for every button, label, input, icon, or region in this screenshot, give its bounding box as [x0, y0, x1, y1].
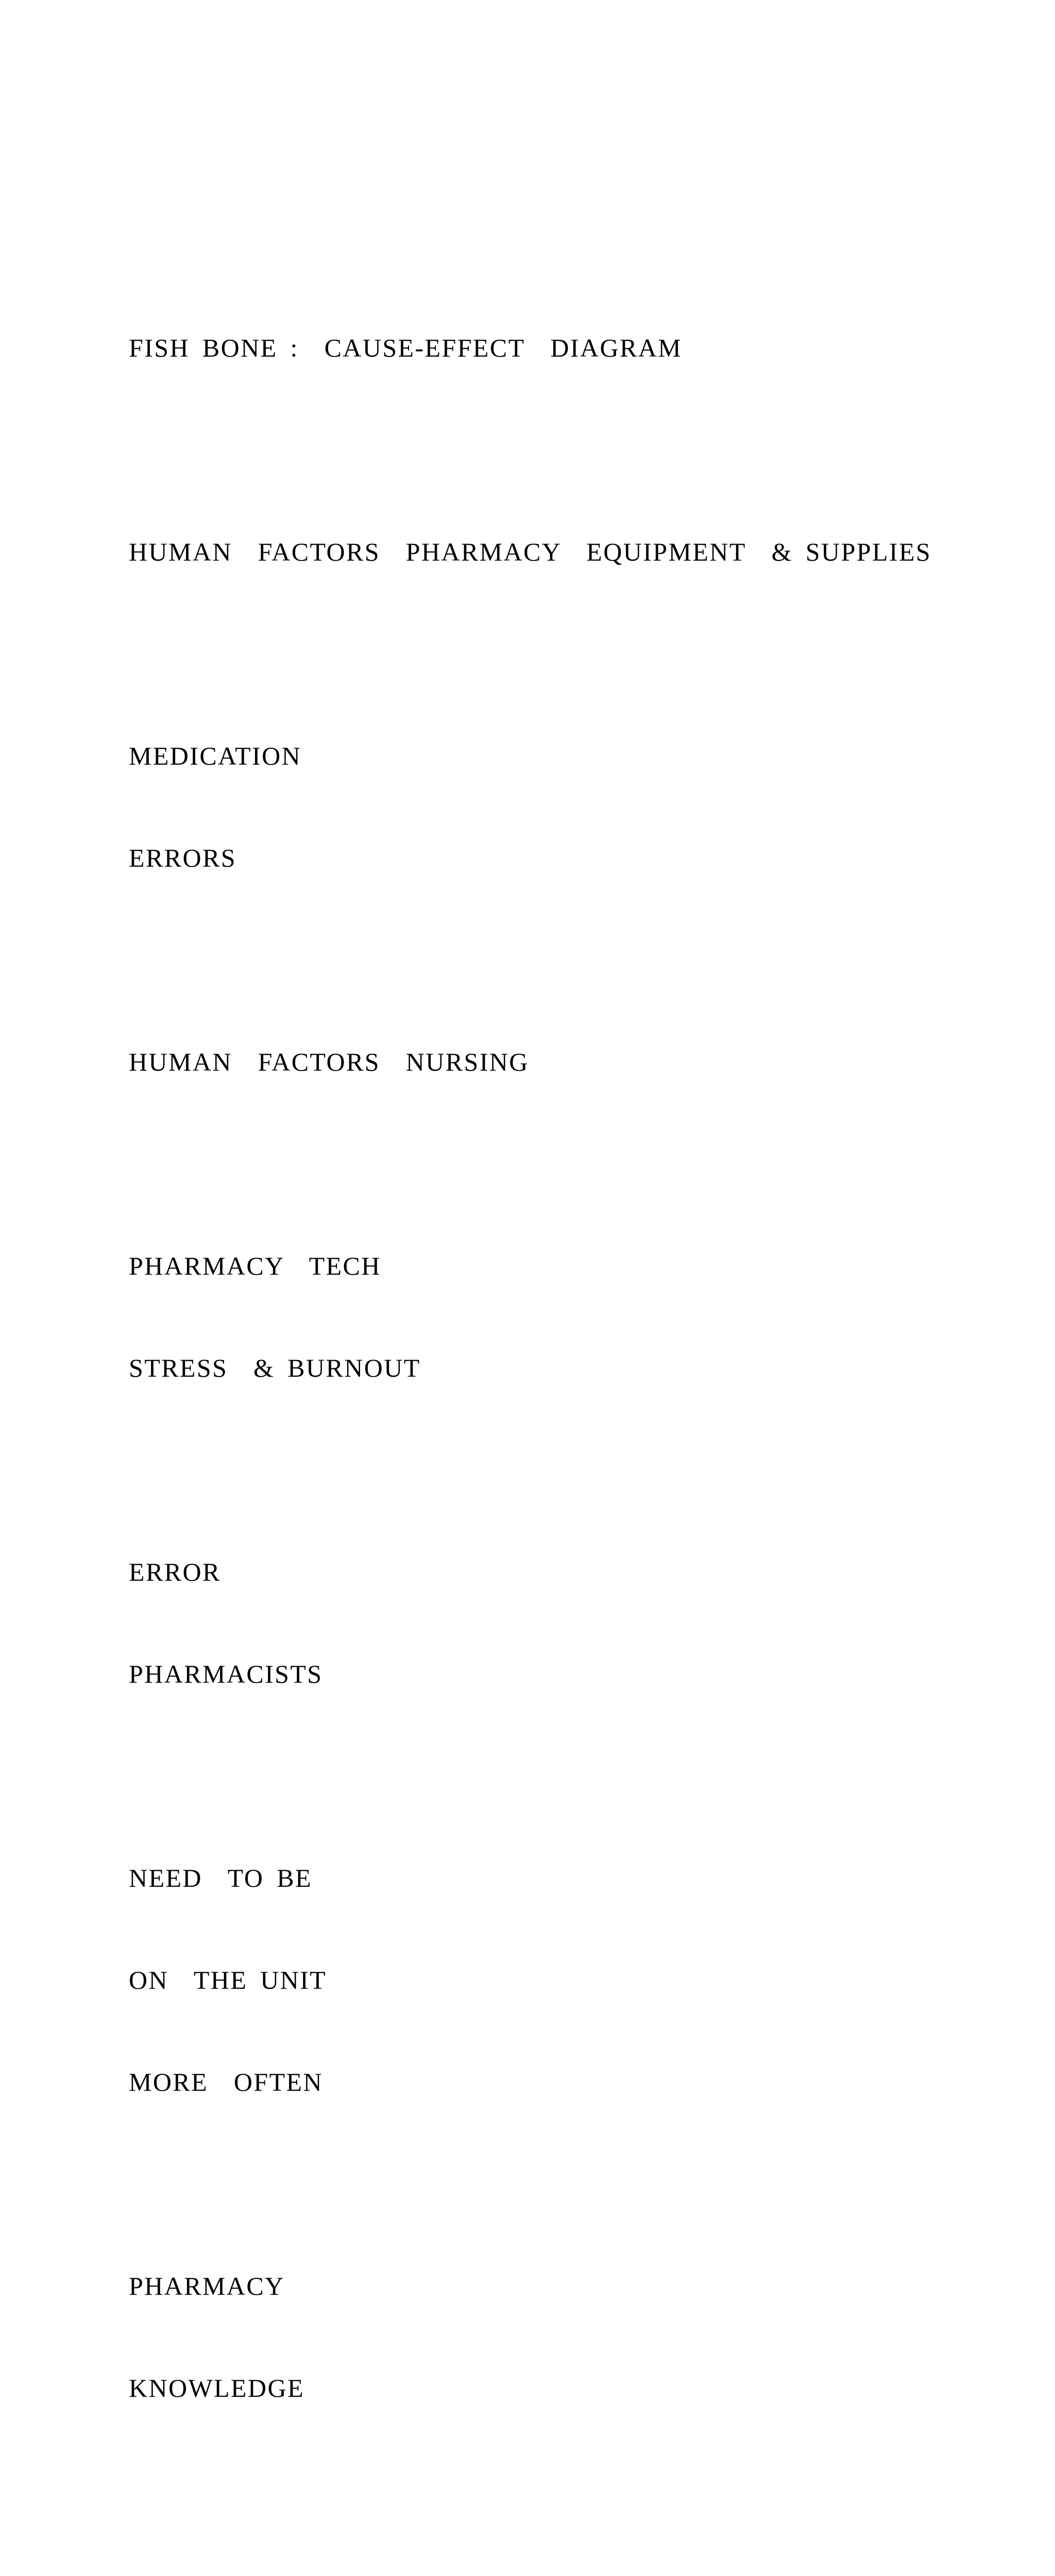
text-line: MORE OFTEN	[129, 2067, 323, 2096]
category-header-nursing	[129, 977, 1005, 1147]
text-line: ON THE UNIT	[129, 1965, 327, 1994]
text-line: KNOWLEDGE	[129, 2374, 304, 2402]
effect-label	[129, 671, 1005, 943]
text-line: ERROR	[129, 1557, 221, 1586]
cause-item	[129, 2507, 1005, 2576]
text-line	[129, 2575, 1005, 2576]
cause-item	[129, 1181, 1005, 1453]
text-line: NEED TO BE	[129, 1863, 312, 1892]
text-line: HUMAN FACTORS PHARMACY EQUIPMENT & SUPPLIES	[129, 537, 932, 566]
cause-item	[129, 2201, 1005, 2473]
text-line: PHARMACY	[129, 2272, 285, 2300]
cause-item	[129, 1793, 1005, 2167]
text-line: PHARMACISTS	[129, 1659, 323, 1688]
category-headers-top	[129, 467, 1005, 637]
text-line: ERRORS	[129, 843, 236, 872]
text-line: STRESS & BURNOUT	[129, 1353, 421, 1382]
document-body	[129, 263, 1005, 2576]
diagram-title	[129, 263, 1005, 433]
text-line: FISH BONE : CAUSE-EFFECT DIAGRAM	[129, 333, 683, 362]
text-line: MEDICATION	[129, 741, 302, 770]
text-line: HUMAN FACTORS NURSING	[129, 1047, 529, 1076]
text-line: PHARMACY TECH	[129, 1251, 381, 1280]
cause-item	[129, 1487, 1005, 1759]
